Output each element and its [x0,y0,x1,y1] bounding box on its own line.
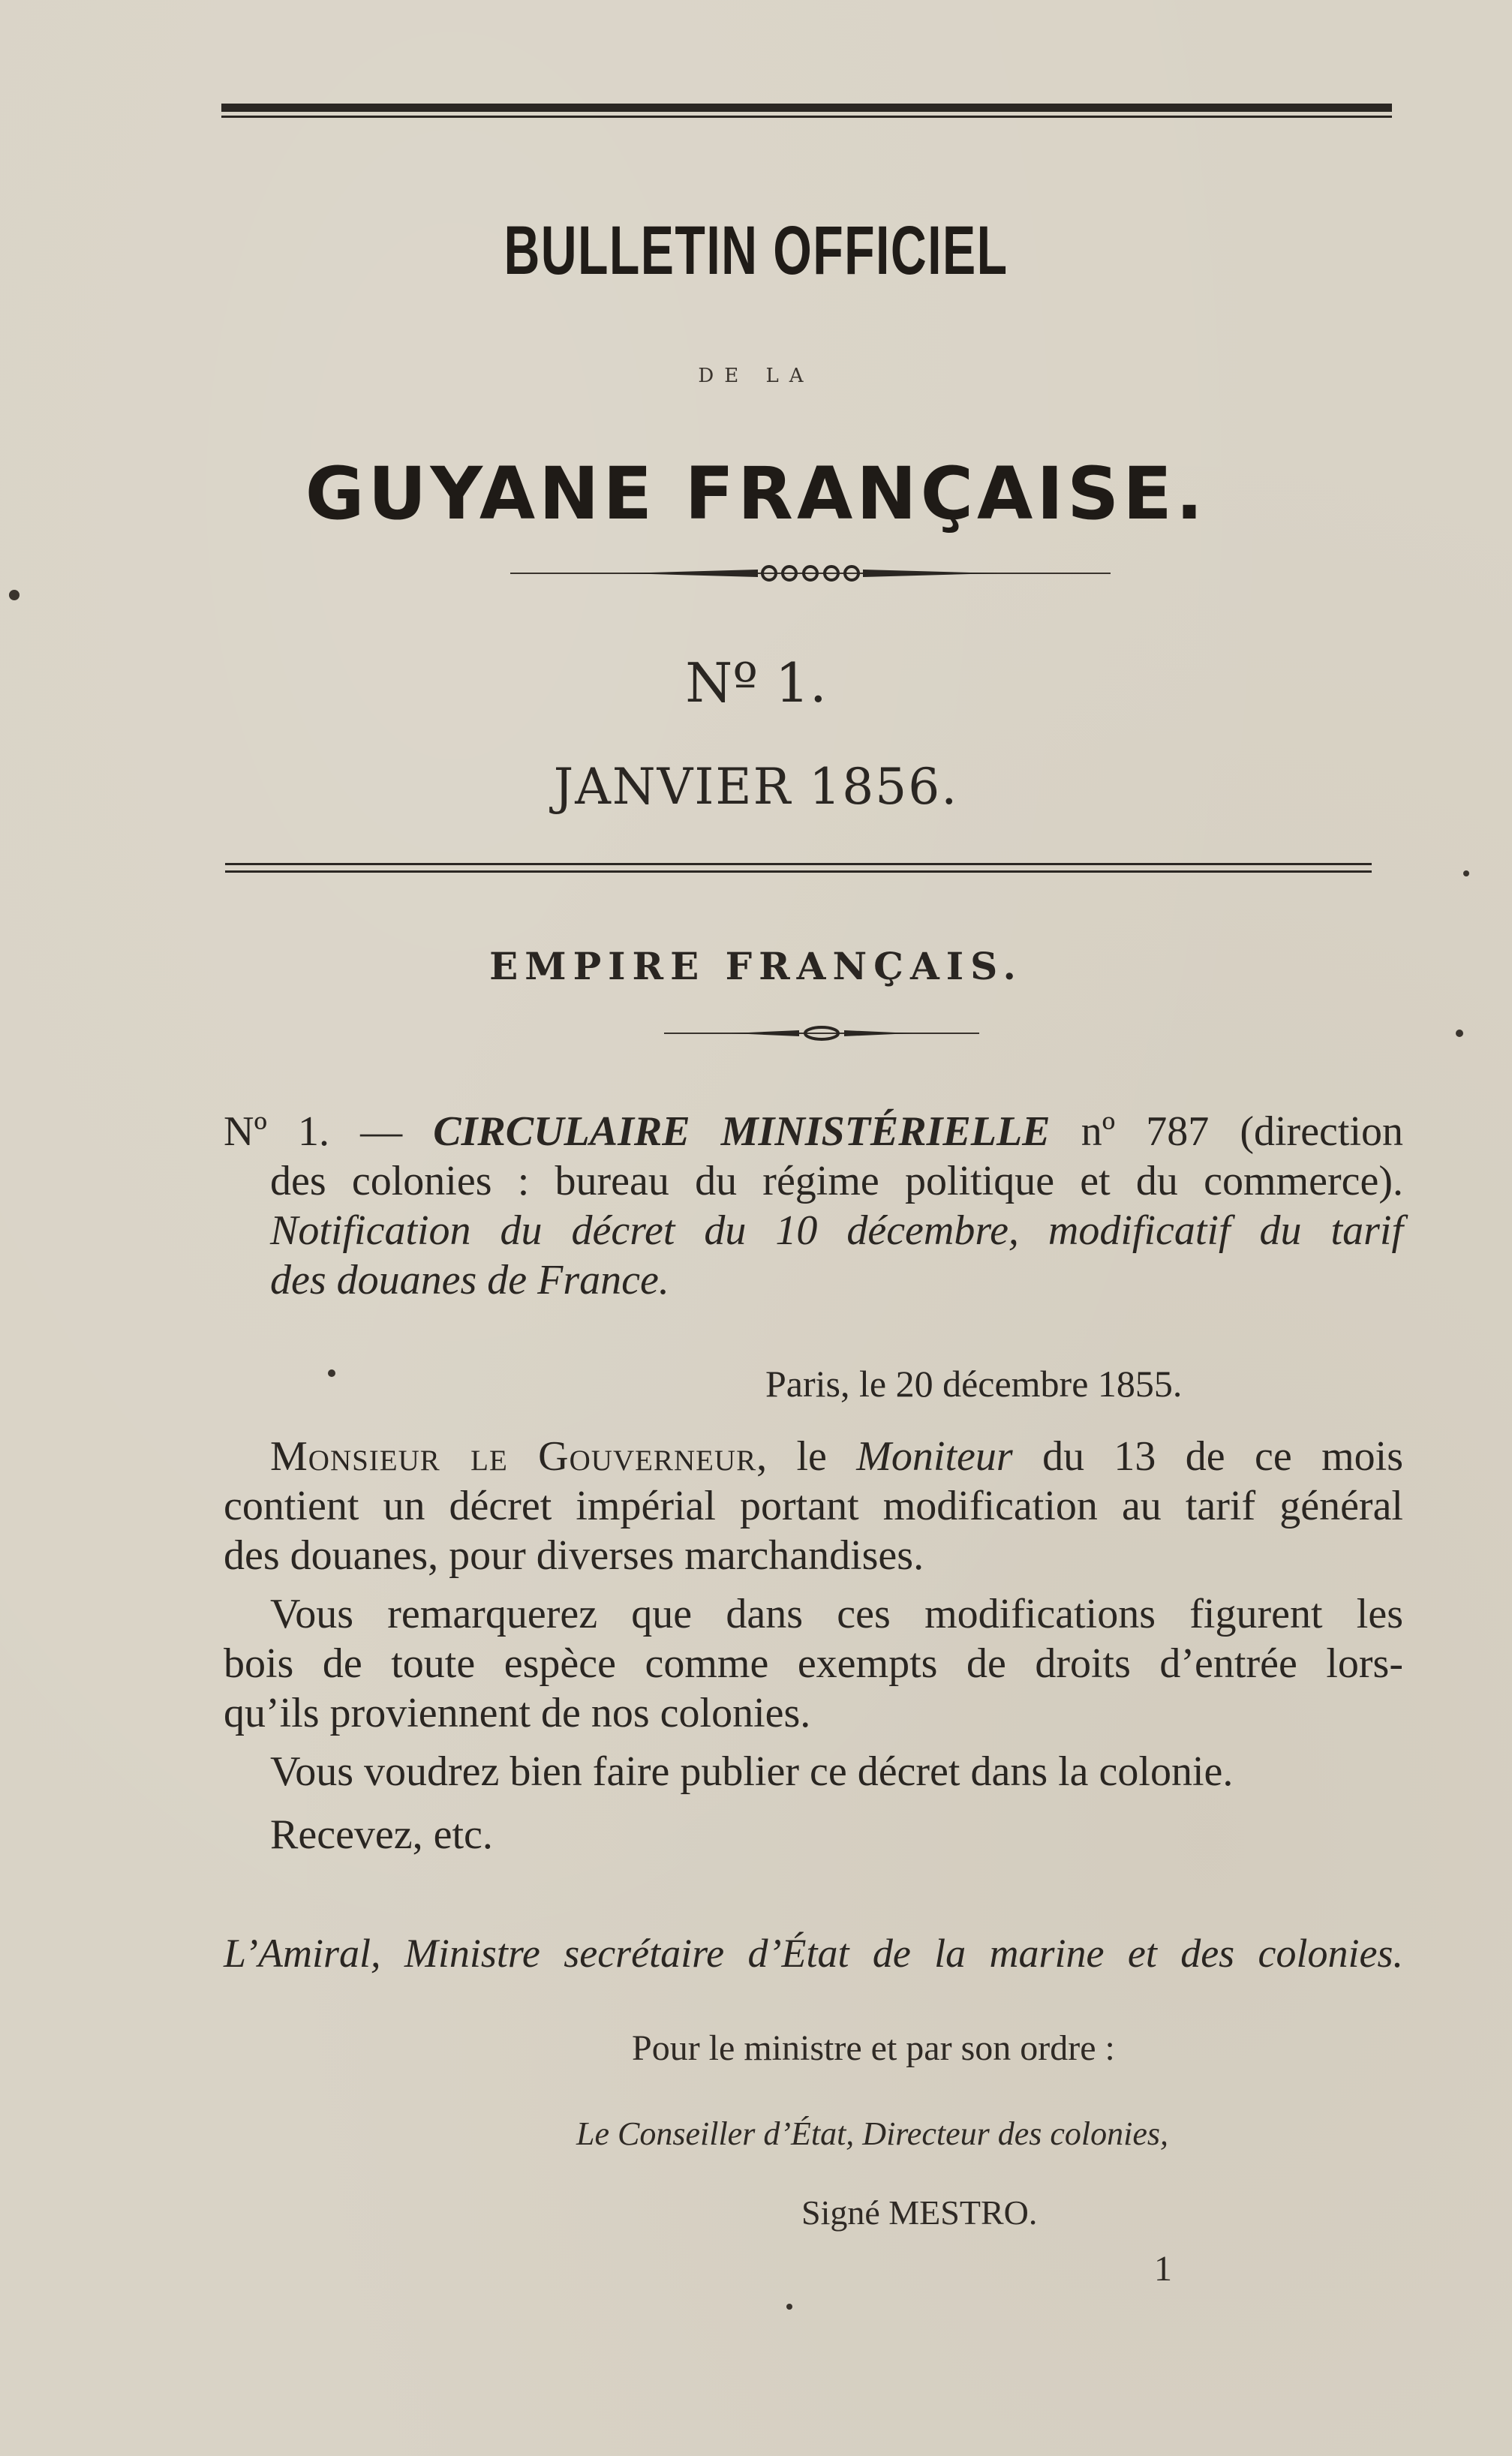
title-connector: DE LA [698,365,814,387]
paragraph-1-line3: des douanes, pour diverses marchandises. [224,1532,924,1579]
colony-title: GUYANE FRANÇAISE. [305,452,1207,536]
moniteur-title: Moniteur [856,1433,1013,1480]
issue-date: JANVIER 1856. [553,758,959,816]
paper-speck [1456,1030,1463,1037]
paragraph-2-line2: bois de toute espèce comme exempts de droits d’entrée lors- [224,1640,1403,1687]
paper-speck [786,2304,792,2310]
circular-heading-line2: des colonies : bureau du régime politique et du commerce). [270,1158,1403,1204]
section-rule-upper [225,863,1372,865]
signatory-title: L’Amiral, Ministre secrétaire d’État de la marine et des colonies. [224,1931,1403,1976]
paper-speck [9,590,20,600]
paragraph-1-line1 [224,1432,1403,1481]
paragraph-2-line3: qu’ils proviennent de nos colonies. [224,1690,811,1736]
title-ornament-divider [510,559,1111,588]
top-rule-thin [221,116,1392,118]
paragraph-1-fragment-b: du 13 de ce mois [1042,1433,1403,1480]
paper-speck [1463,870,1469,876]
signature-line: Signé MESTRO. [801,2193,1038,2232]
by-order-line: Pour le ministre et par son ordre : [632,2028,1115,2068]
paragraph-1-fragment-a: , le [756,1433,827,1480]
paragraph-3-text: Vous voudrez bien faire publier ce décret dans la colonie. [270,1748,1234,1795]
issue-number: Nº 1. [685,651,827,714]
letter-paragraph-2 [224,1589,1403,1738]
paper-speck [328,1369,335,1377]
circular-reference: nº 787 (direction [1081,1108,1404,1155]
paragraph-2-line1: Vous remarquerez que dans ces modifications figurent les [270,1591,1403,1637]
section-rule-lower [225,870,1372,873]
circular-subject-line2: des douanes de France. [270,1257,669,1303]
circular-subject-line1: Notification du décret du 10 décembre, modificatif du tarif [270,1207,1403,1254]
section-ornament-divider [664,1024,979,1042]
paragraph-1-line2: contient un décret impérial portant modification au tarif général [224,1483,1403,1529]
letter-paragraph-1 [224,1432,1403,1580]
closing-text: Recevez, etc. [270,1811,493,1858]
letter-closing [224,1810,1403,1859]
salutation: Monsieur le Gouverneur [270,1433,757,1480]
circular-heading-line1 [224,1107,1403,1156]
page-number: 1 [1154,2249,1172,2289]
circular-number: Nº 1. — [224,1108,403,1155]
section-heading: EMPIRE FRANÇAIS. [489,944,1023,988]
bulletin-title: BULLETIN OFFICIEL [503,212,1009,289]
letter-paragraph-3 [224,1747,1403,1796]
circular-heading [224,1107,1403,1305]
circular-type: CIRCULAIRE MINISTÉRIELLE [433,1108,1051,1155]
counsellor-line: Le Conseiller d’État, Directeur des colonies, [576,2115,1169,2152]
letter-dateline: Paris, le 20 décembre 1855. [765,1363,1183,1405]
top-rule-thick [221,104,1392,112]
